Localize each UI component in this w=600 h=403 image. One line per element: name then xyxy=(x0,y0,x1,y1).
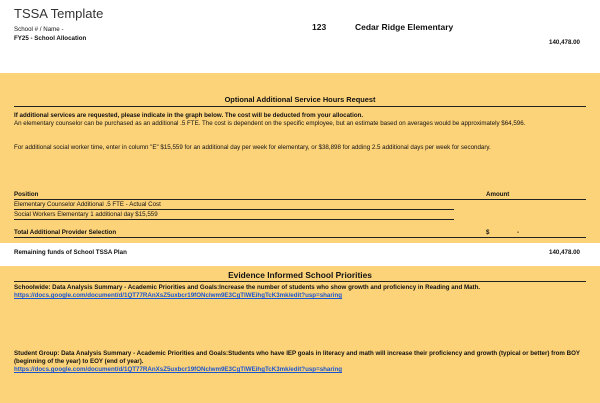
remaining-value: 140,478.00 xyxy=(549,249,580,256)
divider xyxy=(14,237,586,238)
page-title: TSSA Template xyxy=(14,6,104,21)
social-worker-note: For additional social worker time, enter in column "E" $15,559 for an additional day per week for elementary, or $38,898 for adding 2.5 additional days per week for secondary. xyxy=(14,144,491,151)
position-header: Position xyxy=(14,191,39,198)
divider xyxy=(14,199,586,200)
school-name[interactable]: Cedar Ridge Elementary xyxy=(355,22,454,32)
amount-header: Amount xyxy=(486,191,510,198)
divider xyxy=(14,281,586,282)
position-row-1[interactable]: Elementary Counselor Additional .5 FTE - Actual Cost xyxy=(14,201,161,208)
school-label: School # / Name - xyxy=(14,26,64,33)
optional-services-title: Optional Additional Service Hours Request xyxy=(224,95,376,104)
total-currency: $ xyxy=(486,229,490,236)
divider xyxy=(14,209,454,210)
schoolwide-link[interactable]: https://docs.google.com/document/d/1QT77RAnXsZ5uxbcr19fONclwm9E3CgTIWEihgTcK3mk/edit?usp=sharing xyxy=(14,292,343,299)
student-group-link[interactable]: https://docs.google.com/document/d/1QT77RAnXsZ5uxbcr19fONclwm9E3CgTIWEihgTcK3mk/edit?usp=sharing xyxy=(14,366,343,373)
remaining-label: Remaining funds of School TSSA Plan xyxy=(14,249,127,256)
position-row-2[interactable]: Social Workers Elementary 1 additional day $15,559 xyxy=(14,211,158,218)
counselor-note: An elementary counselor can be purchased as an additional .5 FTE. The cost is dependent on the specific employee, but an estimate based on averages would be approximately $64,596. xyxy=(14,120,526,127)
student-group-text: Student Group: Data Analysis Summary - Academic Priorities and Goals:Students who have IEP goals in literacy and math will increase their proficiency and growth (typical or better) from BOY (beginning of the year) to EOY (end of year). xyxy=(14,350,580,365)
total-label: Total Additional Provider Selection xyxy=(14,229,117,236)
allocation-label: FY25 - School Allocation xyxy=(14,35,87,42)
school-number[interactable]: 123 xyxy=(312,22,327,32)
divider xyxy=(14,219,454,220)
divider xyxy=(14,106,586,107)
allocation-value: 140,478.00 xyxy=(549,39,580,46)
priorities-title: Evidence Informed School Priorities xyxy=(228,270,372,280)
total-value: - xyxy=(517,229,520,236)
instruction-text: If additional services are requested, please indicate in the graph below. The cost will be deducted from your allocation. xyxy=(14,112,364,119)
schoolwide-text: Schoolwide: Data Analysis Summary - Academic Priorities and Goals:Increase the number of students who show growth and proficiency in Reading and Math. xyxy=(14,284,481,291)
